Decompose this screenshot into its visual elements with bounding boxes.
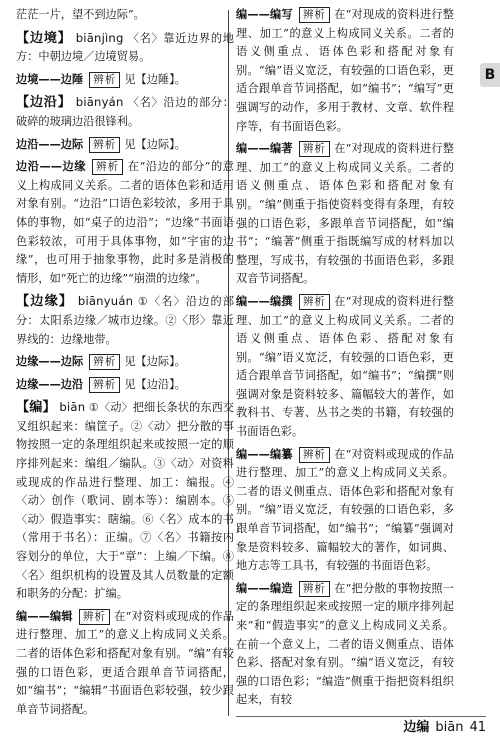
analysis-tag: 辨析 <box>299 581 330 597</box>
analysis-tag: 辨析 <box>89 377 120 393</box>
synonym-pair <box>236 293 454 442</box>
pair-label: 边缘——边沿 <box>16 377 84 391</box>
definition: ①〈动〉把细长条状的东西交叉组织起来：编筐子。②〈动〉把分散的事物按照一定的条理组织起来或按照一定的顺序排列起来：编组／编队。③〈动〉对资料或现成的作品进行整理、加工：编报。④〈动〉创作（歌词、剧本等）：编剧本。⑤〈动〉假造事实：瞎编。⑥〈名〉成本的书（常用于书名）：正编。⑦〈名〉书籍按内容划分的单位，大于“章”：上编／下编。⑧〈名〉组织机构的设置及其人员数量的定额和职务的分配：扩编。 <box>16 401 235 601</box>
synonym-pair <box>16 158 234 288</box>
analysis-tag: 辨析 <box>299 447 330 463</box>
headword: 【边缘】 <box>16 294 74 310</box>
analysis-tag: 辨析 <box>89 354 120 370</box>
pinyin: biānyán <box>75 95 124 110</box>
pair-label: 编——编造 <box>236 581 293 595</box>
running-head-pinyin: biān <box>435 720 464 735</box>
see-also: 见【边际】。 <box>124 355 186 369</box>
analysis-tag: 辨析 <box>299 7 330 23</box>
analysis-text: 在“对资料或现成的作品进行整理、加工”的意义上构成同义关系。二者的语体色彩和搭配对象有别。“编”有较强的口语色彩，更适合跟单音节词搭配，如“编书”；“编辑”书面语色彩较强，较少跟单音节词搭配。 <box>16 609 234 716</box>
pair-label: 边缘——边际 <box>16 355 84 369</box>
pair-label: 编——编辑 <box>16 609 73 623</box>
synonym-pair <box>236 446 454 576</box>
pinyin: biānyuán <box>77 294 134 309</box>
analysis-text: 在“沿边的部分”的意义上构成同义关系。二者的语体色彩和适用对象有别。“边沿”口语色彩较浓，多用于具体的事物，如“桌子的边沿”；“边缘”书面语色彩较浓，可用于具体事物，如“宇宙的边缘”，也可用于抽象事物，此时多是消极的情形，如“死亡的边缘”“崩溃的边缘”。 <box>16 160 234 285</box>
text-paragraph: 茫茫一片，望不到边际”。 <box>16 8 145 21</box>
synonym-pair <box>16 376 234 395</box>
analysis-tag: 辨析 <box>89 137 120 153</box>
entry-bianyan <box>16 93 234 131</box>
definition: 〈名〉沿边的部分：破碎的玻璃边沿很锋利。 <box>16 96 234 128</box>
analysis-tag: 辨析 <box>299 141 330 157</box>
entry-bian <box>16 398 234 604</box>
analysis-text: 在“对现成的资料进行整理、加工”的意义上构成同义关系。二者的语义侧重点、语体色彩和搭配对象有别。“编”侧重于指使资料变得有条理，有较强的口语色彩，多跟单音节词搭配，如“编书”；“编著”侧重于指既编写成的材料加以整理，写成书，有较强的书面语色彩，多跟双音节词搭配。 <box>236 142 454 286</box>
analysis-text: 在“对现成的资料进行整理、加工”的意义上构成同义关系。二者的语义侧重点、语体色彩、搭配对象有别。“编”语义宽泛，有较强的口语色彩，更适合跟单音节词搭配，如“编书”；“编撰”则强调对象是资料较多、篇幅较大的著作，如教科书、专著、丛书之类的书籍，有较强的书面语色彩。 <box>236 294 454 439</box>
pair-label: 编——编撰 <box>236 294 293 308</box>
entry-bianjing <box>16 29 234 67</box>
analysis-text: 在“对资料或现成的作品进行整理、加工”的意义上构成同义关系。二者的语义侧重点、语体色彩和搭配对象有别。“编”语义宽泛，有较强的口语色彩，多跟单音节词搭配，如“编书”；“编纂”强调对象是资料较多、篇幅较大的著作，如词典、地方志等工具书，有较强的书面语色彩。 <box>236 447 454 573</box>
entry-bianyuan <box>16 292 234 349</box>
analysis-text: 在“把分散的事物按照一定的条理组织起来或按照一定的顺序排列起来”和“假造事实”的意义上构成同义关系。在前一个意义上，二者的语义侧重点、语体色彩、搭配对象有别。“编”语义宽泛，有较强的口语色彩；“编造”侧重于指把资料组织起来，有较 <box>236 581 454 707</box>
pair-label: 编——编写 <box>236 8 293 21</box>
headword: 【边境】 <box>16 30 72 46</box>
analysis-tag: 辨析 <box>299 294 330 310</box>
analysis-tag: 辨析 <box>89 72 120 88</box>
synonym-pair <box>16 136 234 155</box>
see-also: 见【边际】。 <box>124 137 186 151</box>
analysis-tag: 辨析 <box>79 609 110 625</box>
pair-label: 编——编著 <box>236 142 293 156</box>
pinyin: biān <box>59 400 86 415</box>
synonym-pair <box>16 71 234 90</box>
left-column <box>16 6 234 719</box>
see-also: 见【边陲】。 <box>124 72 186 86</box>
headword: 【编】 <box>16 400 56 416</box>
synonym-pair <box>236 140 454 289</box>
pair-label: 边沿——边际 <box>16 137 84 151</box>
section-tab: B <box>480 63 500 87</box>
right-column <box>236 6 454 710</box>
see-also: 见【边沿】。 <box>124 377 186 391</box>
running-head-words: 边编 <box>403 720 430 735</box>
synonym-pair <box>236 580 454 710</box>
page-number: 41 <box>469 720 486 735</box>
synonym-pair <box>16 608 234 720</box>
headword: 【边沿】 <box>16 95 72 111</box>
analysis-text: 在“对现成的资料进行整理、加工”的意义上构成同义关系。二者的语义侧重点、语体色彩和搭配对象有别。“编”语义宽泛，有较强的口语色彩，更适合跟单音节词搭配，如“编书”；“编写”更强调写的动作，多用于教材、文章、软件程序等，有书面语色彩。 <box>236 8 454 133</box>
pair-label: 边沿——边缘 <box>16 160 87 174</box>
definition: ①〈名〉沿边的部分：太阳系边缘／城市边缘。②〈形〉靠近界线的：边缘地带。 <box>16 295 235 346</box>
synonym-pair <box>16 353 234 372</box>
definition: 〈名〉靠近边界的地方：中朝边境／边境贸易。 <box>16 31 234 64</box>
pair-label: 编——编纂 <box>236 447 293 461</box>
page-footer <box>236 716 486 741</box>
pinyin: biānjìng <box>75 30 124 45</box>
pair-label: 边境——边陲 <box>16 72 84 86</box>
analysis-tag: 辨析 <box>92 159 123 175</box>
synonym-pair <box>236 6 454 136</box>
